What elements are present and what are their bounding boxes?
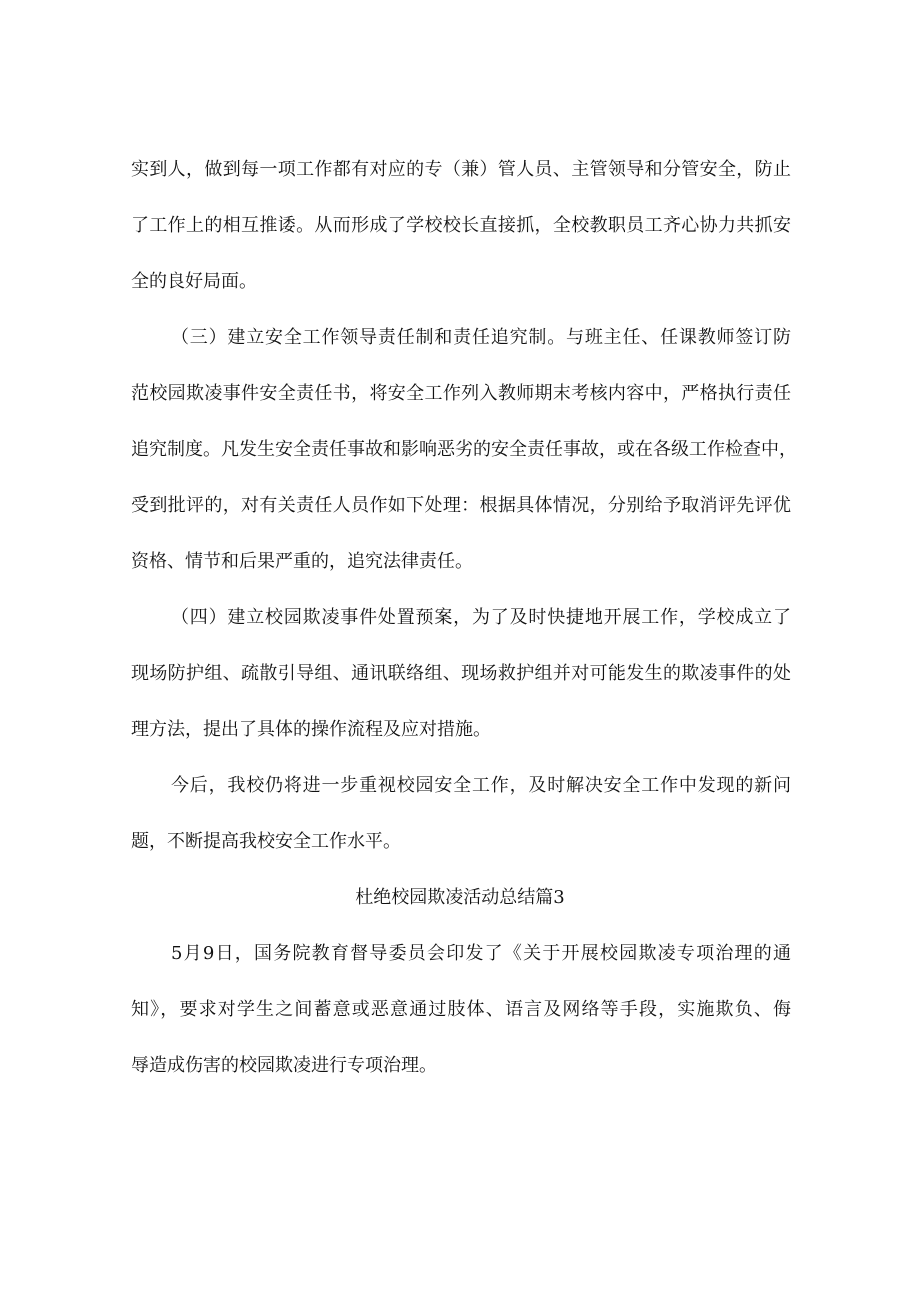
text-line: 今后，我校仍将进一步重视校园安全工作，及时解决安全工作中发现的新问 — [171, 775, 791, 796]
text-line: 受到批评的，对有关责任人员作如下处理：根据具体情况，分别给予取消评先评优 — [131, 495, 791, 516]
text-line: （三）建立安全工作领导责任制和责任追究制。与班主任、任课教师签订防 — [171, 327, 791, 348]
text-line: （四）建立校园欺凌事件处置预案，为了及时快捷地开展工作，学校成立了 — [171, 607, 791, 628]
text-line: 范校园欺凌事件安全责任书，将安全工作列入教师期末考核内容中，严格执行责任 — [131, 383, 791, 404]
text-line: 题，不断提高我校安全工作水平。 — [131, 831, 401, 852]
text-line: 理方法，提出了具体的操作流程及应对措施。 — [131, 719, 491, 740]
text-line: 现场防护组、疏散引导组、通讯联络组、现场救护组并对可能发生的欺凌事件的处 — [131, 663, 791, 684]
text-line: 了工作上的相互推诿。从而形成了学校校长直接抓，全校教职员工齐心协力共抓安 — [131, 215, 791, 236]
text-line: 资格、情节和后果严重的，追究法律责任。 — [131, 551, 473, 572]
text-line: 辱造成伤害的校园欺凌进行专项治理。 — [131, 1055, 437, 1076]
text-line: 追究制度。凡发生安全责任事故和影响恶劣的安全责任事故，或在各级工作检查中， — [131, 439, 797, 460]
text-line: 知》，要求对学生之间蓄意或恶意通过肢体、语言及网络等手段，实施欺负、侮 — [131, 999, 791, 1020]
text-line: 实到人，做到每一项工作都有对应的专（兼）管人员、主管领导和分管安全，防止 — [131, 159, 791, 180]
text-line: 全的良好局面。 — [131, 271, 257, 292]
section-title: 杜绝校园欺凌活动总结篇3 — [355, 887, 565, 908]
text-line: 5月9日，国务院教育督导委员会印发了《关于开展校园欺凌专项治理的通 — [171, 943, 791, 964]
